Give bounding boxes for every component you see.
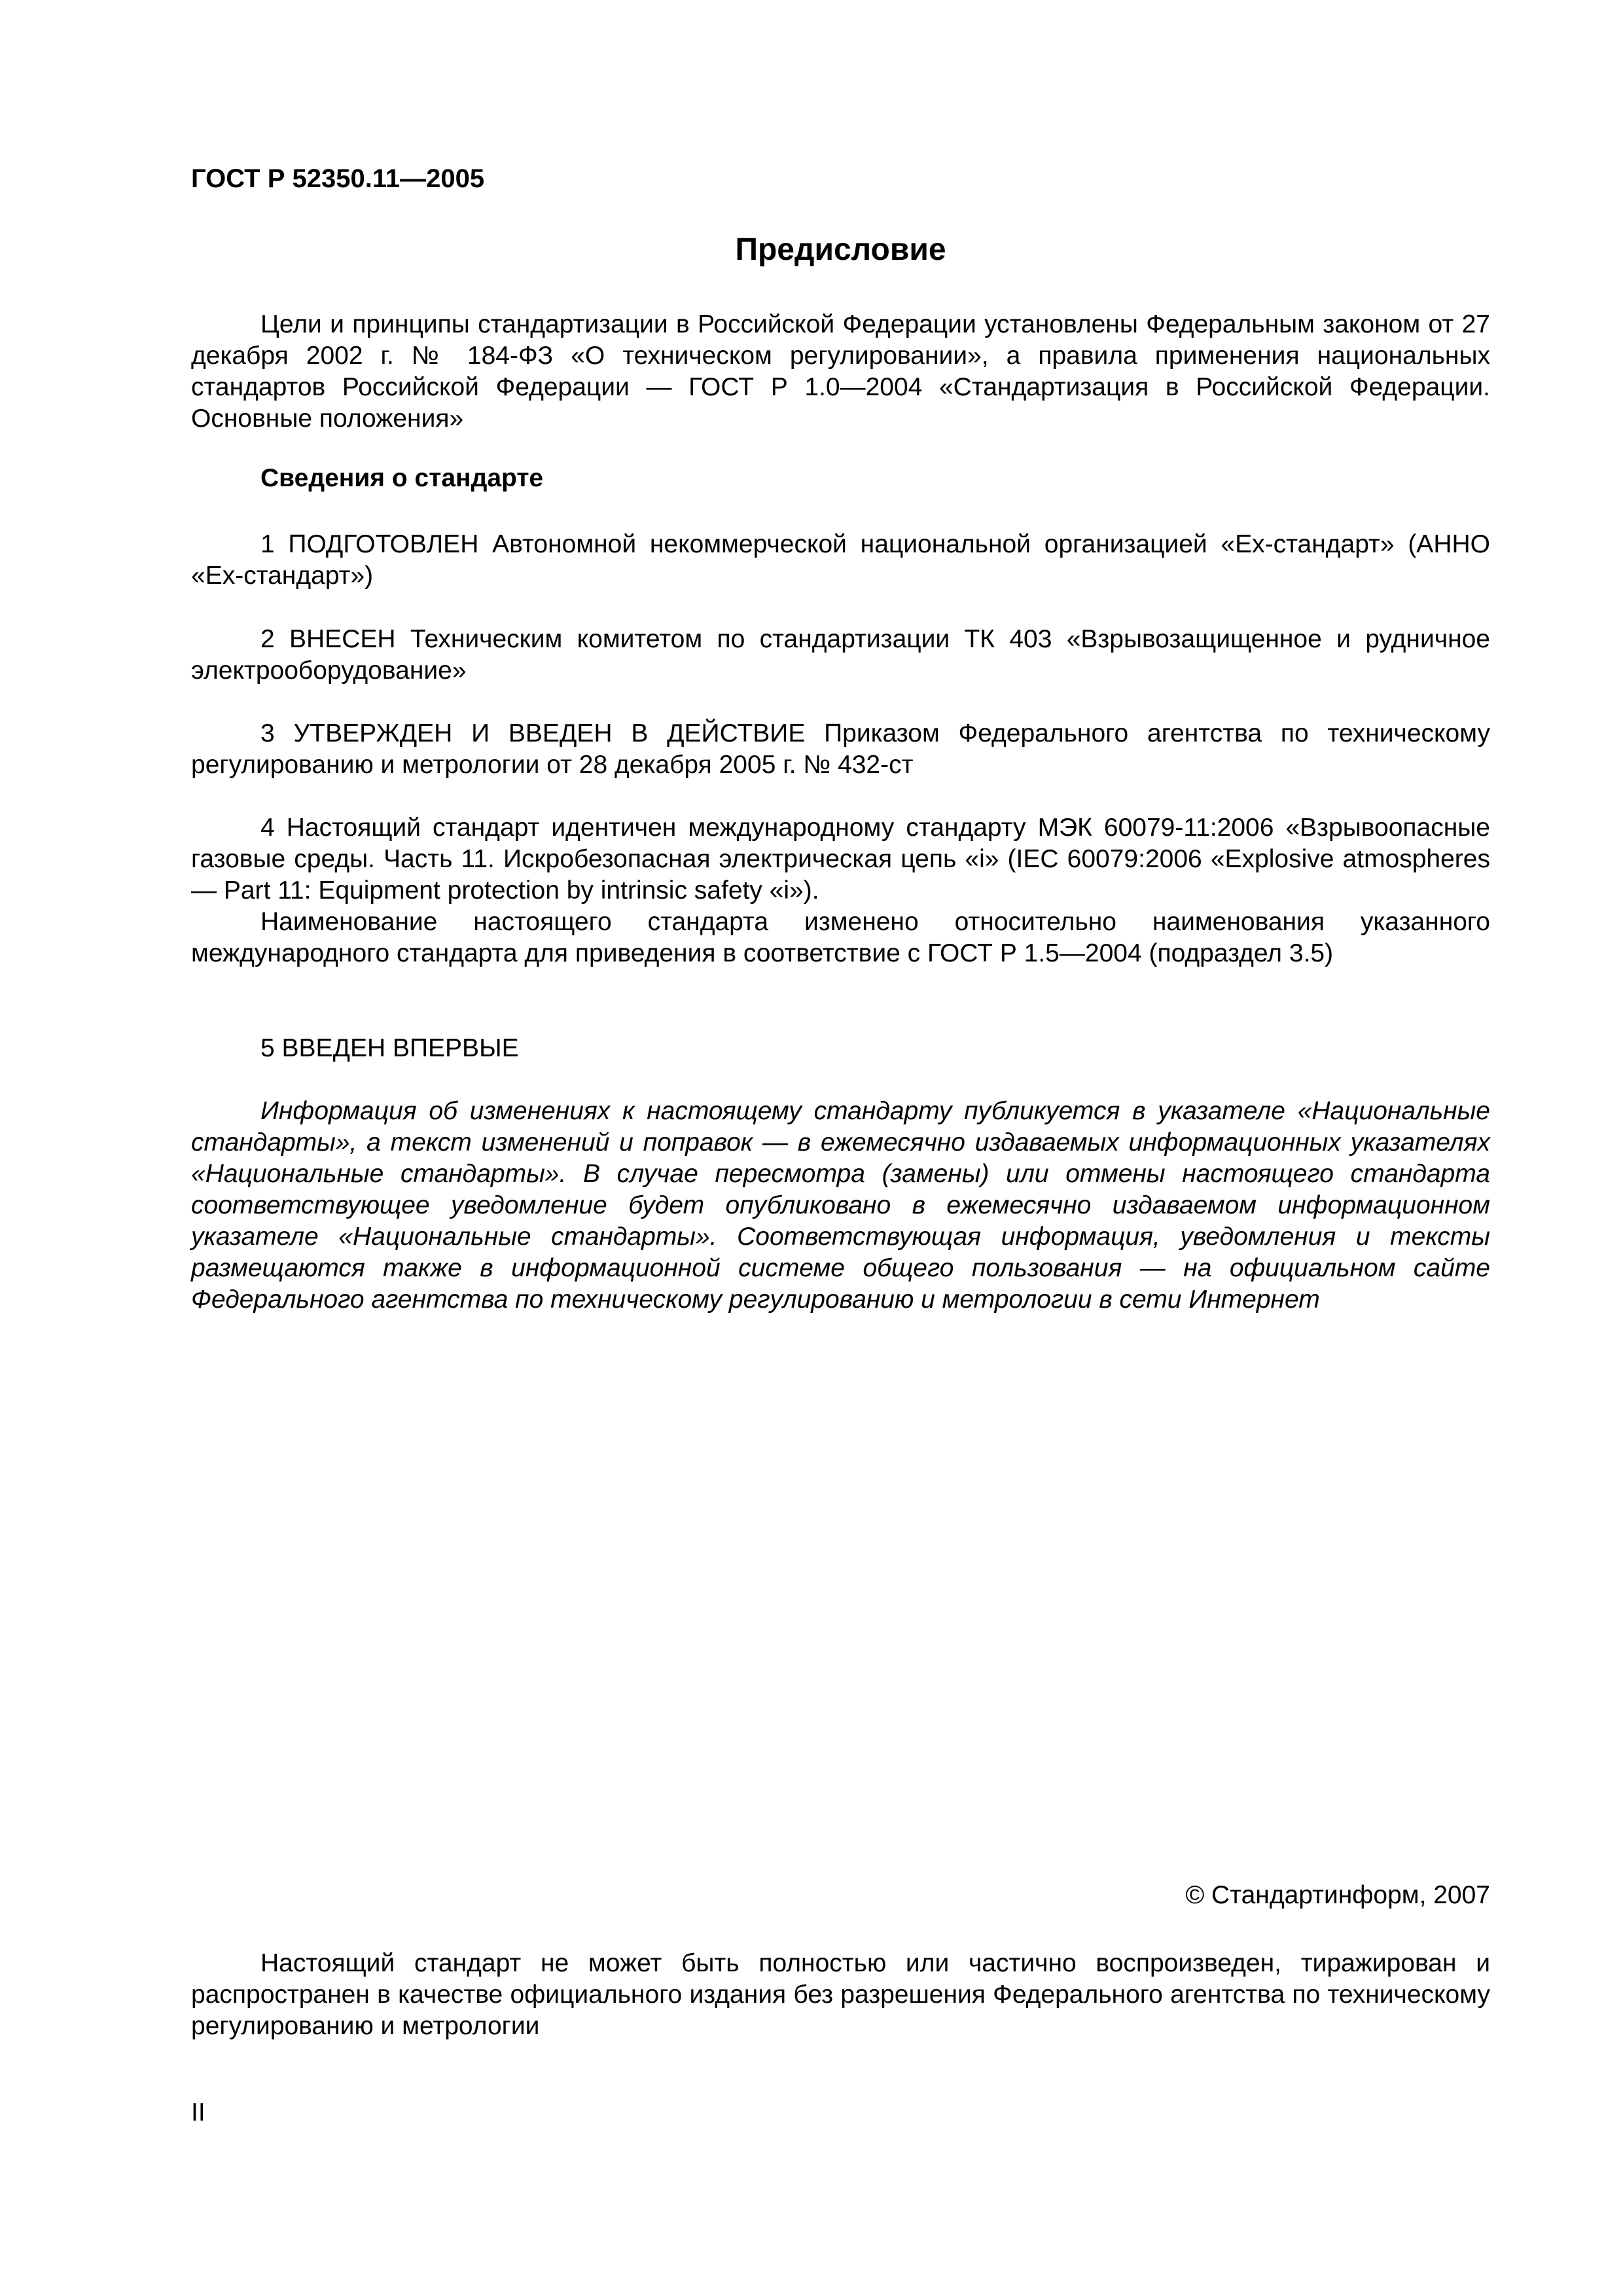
page-number: II (191, 2098, 205, 2126)
reproduction-notice: Настоящий стандарт не может быть полностью или частично воспроизведен, тиражирован и распространен в качестве официального издания без разрешения Федерального агентства по техническому регулированию и метрологии (191, 1949, 1490, 2040)
about-standard-heading: Сведения о стандарте (260, 464, 544, 492)
item-approved: 3 УТВЕРЖДЕН И ВВЕДЕН В ДЕЙСТВИЕ Приказом Федерального агентства по техническому регулированию и метрологии от 28 декабря 2005 г. № 432-ст (191, 719, 1490, 779)
item-prepared: 1 ПОДГОТОВЛЕН Автономной некоммерческой национальной организацией «Ех-стандарт» (АННО «Ех-стандарт») (191, 530, 1490, 590)
changes-info-notice: Информация об изменениях к настоящему стандарту публикуется в указателе «Национальные стандарты», а текст изменений и поправок — в ежемесячно издаваемых информационных указателях «Национальные стандарты». В случае пересмотра (замены) или отмены настоящего стандарта соответствующее уведомление будет опубликовано в ежемесячно издаваемом информационном указателе «Национальные стандарты». Соответствующая информация, уведомления и тексты размещаются также в информационной системе общего пользования — на официальном сайте Федерального агентства по техническому регулированию и метрологии в сети Интернет (191, 1097, 1490, 1314)
copyright-line: © Стандартинформ, 2007 (1185, 1881, 1490, 1909)
item-name-note: Наименование настоящего стандарта изменено относительно наименования указанного международного стандарта для приведения в соответствие с ГОСТ Р 1.5—2004 (подраздел 3.5) (191, 908, 1490, 967)
item-identical: 4 Настоящий стандарт идентичен международному стандарту МЭК 60079-11:2006 «Взрывоопасные газовые среды. Часть 11. Искробезопасная электрическая цепь «i» (IEC 60079:2006 «Explosive atmospheres — Part 11: Equipment protection by intrinsic safety «i»). (191, 814, 1490, 905)
intro-paragraph: Цели и принципы стандартизации в Российской Федерации установлены Федеральным законом от 27 декабря 2002 г. № 184-ФЗ «О техническом регулировании», а правила применения национальных стандартов Российской Федерации — ГОСТ Р 1.0—2004 «Стандартизация в Российской Федерации. Основные положения» (191, 310, 1490, 433)
item-submitted: 2 ВНЕСЕН Техническим комитетом по стандартизации ТК 403 «Взрывозащищенное и рудничное электрооборудование» (191, 625, 1490, 685)
item-first-introduced: 5 ВВЕДЕН ВПЕРВЫЕ (260, 1034, 519, 1062)
document-code: ГОСТ Р 52350.11—2005 (191, 164, 485, 193)
page-title: Предисловие (735, 232, 946, 267)
